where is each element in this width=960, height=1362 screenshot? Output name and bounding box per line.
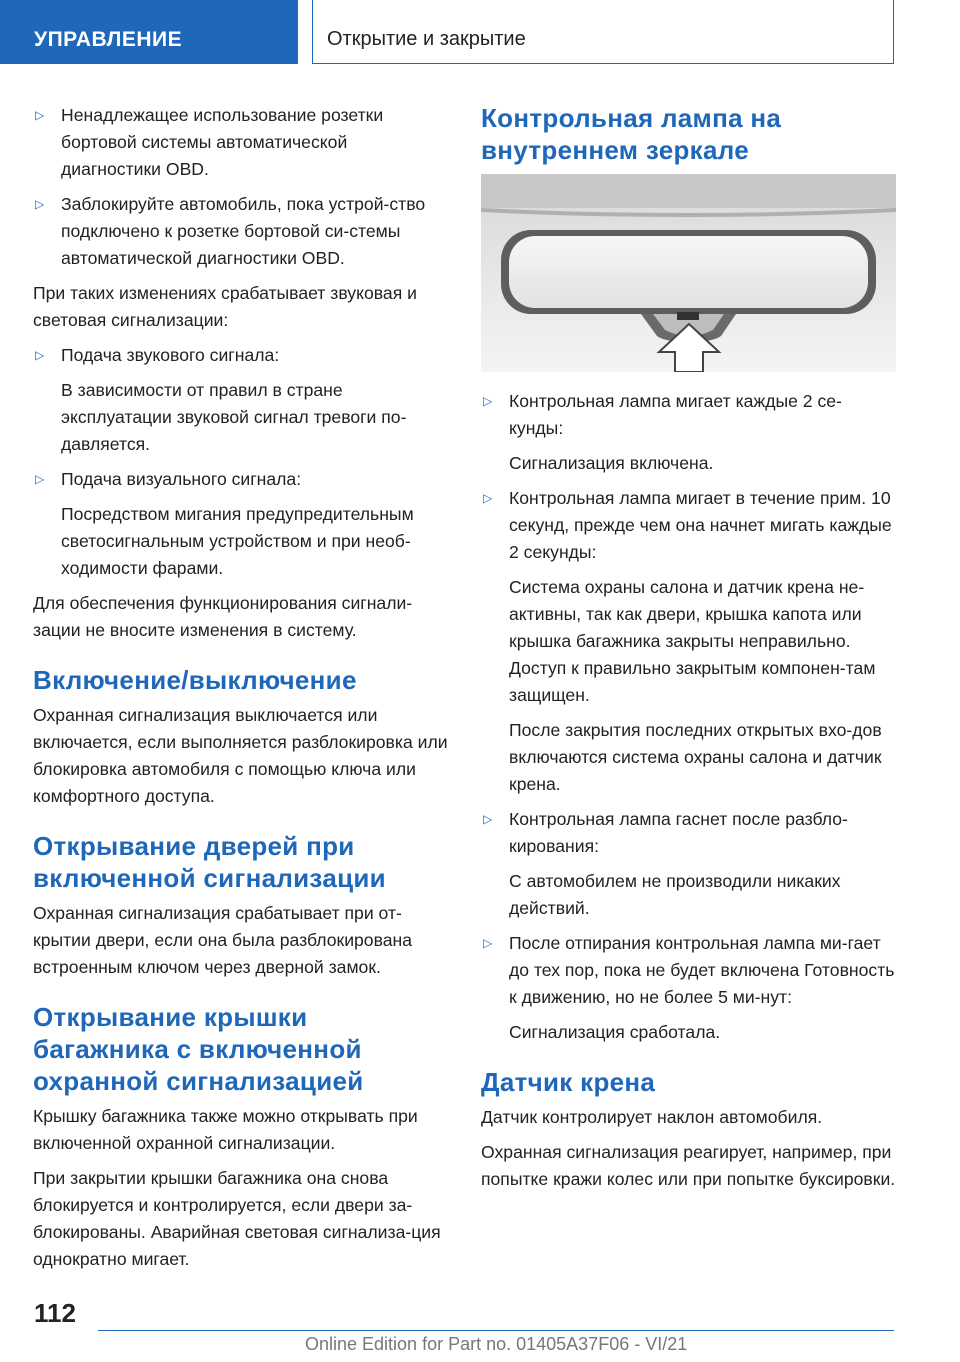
mirror-illustration [481,174,896,372]
paragraph: При таких изменениях срабатывает звуковая и световая сигнализации: [33,283,417,330]
list-item-text: Контрольная лампа мигает в течение прим. 10 секунд, прежде чем она начнет мигать каждые 2 секунды: [509,488,892,562]
list-item [481,806,896,860]
triangle-right-icon: ▷ [483,936,493,950]
paragraph: Датчик контролирует наклон автомобиля. [481,1107,823,1127]
list-item [33,102,448,183]
list-item [33,466,448,493]
triangle-right-icon: ▷ [35,348,45,362]
section-heading: Открывание дверей при включенной сигнализации [33,831,386,893]
section-heading: Открывание крышки багажника с включенной охранной сигнализацией [33,1002,364,1096]
list-item-text: После отпирания контрольная лампа ми-гает до тех пор, пока не будет включена Готовность к движению, но не более 5 ми-нут: [509,933,895,1007]
topic-box [312,0,894,64]
list-item [481,388,896,442]
list-item-detail: Посредством мигания предупредительным светосигнальным устройством и при необ-ходимости фарами. [61,504,414,578]
list-item-text: Контрольная лампа гаснет после разбло-кирования: [509,809,848,856]
list-item-detail: Сигнализация сработала. [509,1022,721,1042]
triangle-right-icon: ▷ [35,197,45,211]
list-item-detail: С автомобилем не производили никаких действий. [509,871,841,918]
list-item-detail: В зависимости от правил в стране эксплуатации звуковой сигнал тревоги по-давляется. [61,380,407,454]
paragraph: Для обеспечения функционирования сигнали-зации не вносите изменения в систему. [33,593,413,640]
footer-divider [98,1330,894,1331]
page-number: 112 [34,1298,76,1328]
list-item-text: Подача звукового сигнала: [61,345,280,365]
triangle-right-icon: ▷ [483,491,493,505]
list-item-detail: Система охраны салона и датчик крена не-активны, так как двери, крышка капота или крышка багажника закрыты неправильно. Доступ к правильно закрытым компонен-там защищен. [509,577,876,705]
list-item-detail: Сигнализация включена. [509,453,714,473]
section-title: УПРАВЛЕНИЕ [34,28,183,51]
left-column [33,102,448,1281]
list-item-detail: После закрытия последних открытых вхо-дов включаются система охраны салона и датчик крена. [509,720,882,794]
section-heading: Контрольная лампа на внутреннем зеркале [481,103,782,165]
section-tab [0,0,298,64]
topic-title: Открытие и закрытие [327,28,526,50]
section-heading: Включение/выключение [33,665,357,695]
paragraph: Крышку багажника также можно открывать при включенной охранной сигнализации. [33,1106,418,1153]
triangle-right-icon: ▷ [35,472,45,486]
paragraph: Охранная сигнализация срабатывает при от-крытии двери, если она была разблокирована встроенным ключом через дверной замок. [33,903,413,977]
right-column [481,102,896,1201]
triangle-right-icon: ▷ [35,108,45,122]
triangle-right-icon: ▷ [483,394,493,408]
section-heading: Датчик крена [481,1067,656,1097]
edition-note: Online Edition for Part no. 01405A37F06 - VI/21 [305,1334,688,1354]
list-item [33,342,448,369]
list-item-text: Подача визуального сигнала: [61,469,302,489]
paragraph: Охранная сигнализация выключается или включается, если выполняется разблокировка или блокировка автомобиля с помощью ключа или комфортного доступа. [33,705,448,806]
list-item-text: Заблокируйте автомобиль, пока устрой-ство подключено к розетке бортовой си-стемы автоматической диагностики OBD. [61,194,426,268]
list-item [33,191,448,272]
list-item [481,485,896,566]
page-header [0,0,960,66]
list-item-text: Контрольная лампа мигает каждые 2 се-кунды: [509,391,842,438]
triangle-right-icon: ▷ [483,812,493,826]
list-item-text: Ненадлежащее использование розетки бортовой системы автоматической диагностики OBD. [61,105,384,179]
paragraph: Охранная сигнализация реагирует, например, при попытке кражи колес или при попытке буксировки. [481,1142,896,1189]
paragraph: При закрытии крышки багажника она снова блокируется и контролируется, если двери за-блокированы. Аварийная световая сигнализа-ция однократно мигает. [33,1168,441,1269]
list-item [481,930,896,1011]
